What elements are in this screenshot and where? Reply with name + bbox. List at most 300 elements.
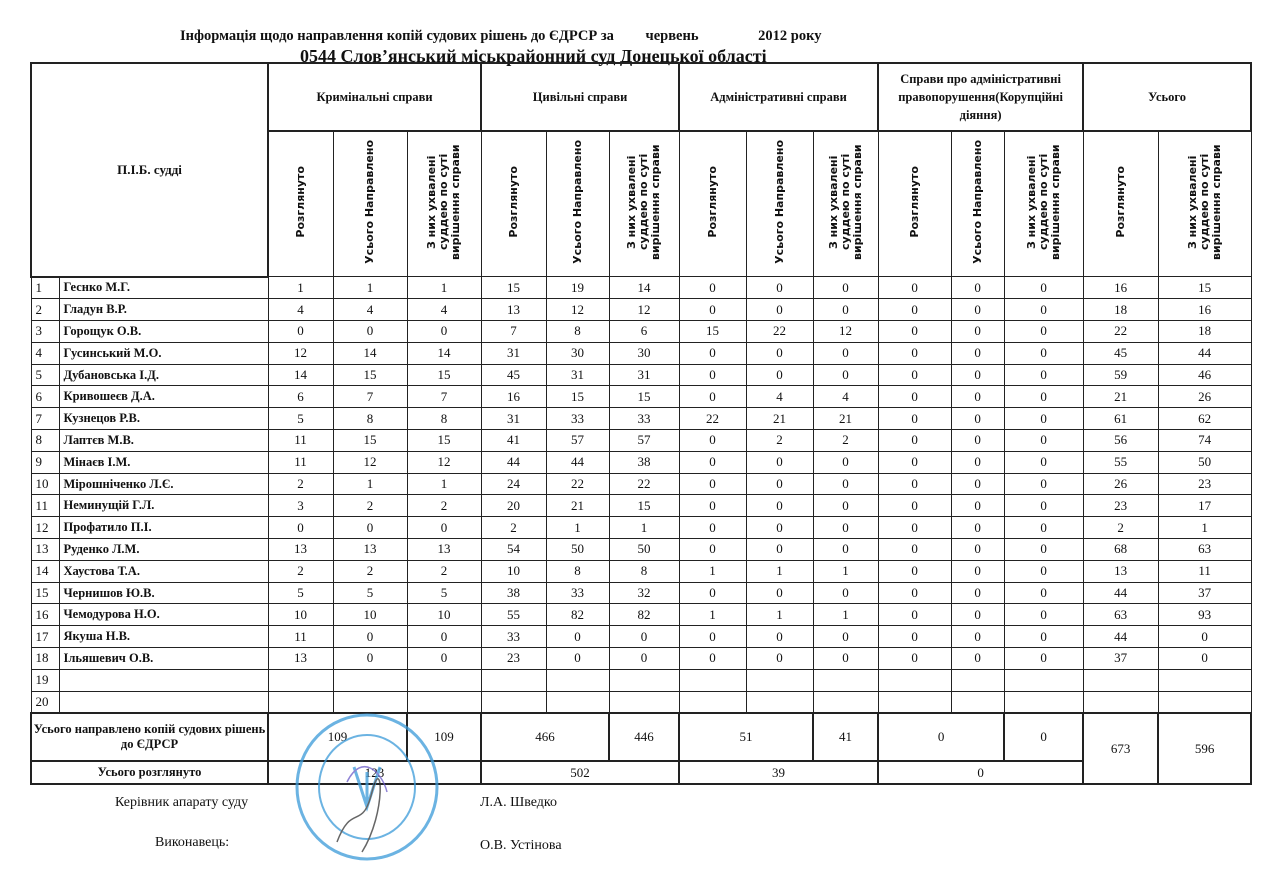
- cell-value: 0: [746, 626, 813, 648]
- cell-value: 0: [679, 451, 746, 473]
- total-sent-value: 109: [407, 713, 481, 761]
- cell-value: 0: [951, 277, 1004, 299]
- cell-value: 0: [679, 430, 746, 452]
- table-row: [31, 669, 1251, 691]
- table-row: [31, 539, 1251, 561]
- group-header: Адміністративні справи: [679, 63, 878, 131]
- group-header: Усього: [1083, 63, 1251, 131]
- cell-value: 0: [407, 626, 481, 648]
- cell-value: 0: [878, 277, 951, 299]
- cell-value: 0: [951, 430, 1004, 452]
- subheader-considered: [878, 131, 951, 277]
- subheader-considered: [679, 131, 746, 277]
- cell-value: 0: [746, 451, 813, 473]
- cell-value: 15: [407, 364, 481, 386]
- cell-value: 2: [268, 560, 333, 582]
- cell-value: 1: [407, 277, 481, 299]
- cell-value: 0: [1004, 364, 1083, 386]
- cell-value: 12: [407, 451, 481, 473]
- cell-value: [481, 669, 546, 691]
- cell-value: 8: [407, 408, 481, 430]
- judge-name: Мінаєв І.М.: [59, 451, 268, 473]
- cell-value: 63: [1083, 604, 1158, 626]
- subheader-label: Усього Направлено: [772, 140, 786, 264]
- cell-value: 2: [268, 473, 333, 495]
- report-year: 2012: [758, 28, 788, 44]
- total-considered-label: Усього розглянуто: [31, 761, 268, 784]
- cell-value: 0: [609, 626, 679, 648]
- row-number: 4: [31, 342, 59, 364]
- cell-value: 0: [1004, 408, 1083, 430]
- head-name: Л.А. Шведко: [480, 795, 557, 810]
- total-sent-value: 0: [878, 713, 1004, 761]
- cell-value: 5: [268, 408, 333, 430]
- cell-value: 2: [1083, 517, 1158, 539]
- group-header: Кримінальні справи: [268, 63, 481, 131]
- cell-value: 0: [1004, 626, 1083, 648]
- cell-value: 0: [813, 539, 878, 561]
- judge-name: Кривошеєв Д.А.: [59, 386, 268, 408]
- cell-value: 7: [407, 386, 481, 408]
- cell-value: 0: [878, 386, 951, 408]
- total-sent-value: 41: [813, 713, 878, 761]
- cell-value: 33: [481, 626, 546, 648]
- cell-value: 0: [407, 648, 481, 670]
- cell-value: 0: [679, 582, 746, 604]
- group-header: Цивільні справи: [481, 63, 679, 131]
- table-row: [31, 582, 1251, 604]
- cell-value: 11: [268, 451, 333, 473]
- cell-value: 50: [609, 539, 679, 561]
- cell-value: 2: [481, 517, 546, 539]
- total-sent-row: [31, 713, 1251, 761]
- table-row: [31, 648, 1251, 670]
- cell-value: 44: [1083, 626, 1158, 648]
- cell-value: 0: [878, 342, 951, 364]
- cell-value: 0: [878, 648, 951, 670]
- cell-value: 0: [878, 430, 951, 452]
- subheader-decided: [813, 131, 878, 277]
- cell-value: 0: [878, 321, 951, 343]
- cell-value: 0: [1004, 430, 1083, 452]
- total-considered-value: 0: [878, 761, 1083, 784]
- cell-value: 8: [609, 560, 679, 582]
- cell-value: 1: [609, 517, 679, 539]
- cell-value: 0: [813, 626, 878, 648]
- cell-value: 62: [1158, 408, 1251, 430]
- cell-value: 61: [1083, 408, 1158, 430]
- cell-value: 21: [813, 408, 878, 430]
- subheader-decided: [1004, 131, 1083, 277]
- cell-value: 0: [813, 582, 878, 604]
- title-prefix: Інформація щодо направлення копій судових рішень до ЄДРСР за: [180, 28, 614, 44]
- row-number: 10: [31, 473, 59, 495]
- cell-value: 0: [878, 451, 951, 473]
- cell-value: 0: [333, 648, 407, 670]
- cell-value: 15: [333, 430, 407, 452]
- subheader-label: Розглянуто: [506, 166, 520, 238]
- cell-value: 0: [951, 473, 1004, 495]
- cell-value: 0: [813, 364, 878, 386]
- cell-value: 0: [878, 539, 951, 561]
- cell-value: 57: [609, 430, 679, 452]
- cell-value: 82: [609, 604, 679, 626]
- cell-value: 12: [546, 299, 609, 321]
- cell-value: 5: [268, 582, 333, 604]
- cell-value: 59: [1083, 364, 1158, 386]
- cell-value: 20: [481, 495, 546, 517]
- cell-value: 0: [1004, 321, 1083, 343]
- cell-value: 8: [546, 321, 609, 343]
- cell-value: 8: [546, 560, 609, 582]
- cell-value: 14: [609, 277, 679, 299]
- cell-value: 0: [746, 277, 813, 299]
- cell-value: 23: [481, 648, 546, 670]
- cell-value: 0: [1004, 604, 1083, 626]
- cell-value: 0: [746, 582, 813, 604]
- cell-value: 0: [609, 648, 679, 670]
- subheader-sent: [333, 131, 407, 277]
- cell-value: 5: [407, 582, 481, 604]
- cell-value: 44: [1158, 342, 1251, 364]
- cell-value: 4: [333, 299, 407, 321]
- cell-value: 4: [407, 299, 481, 321]
- cell-value: 0: [679, 342, 746, 364]
- cell-value: 0: [679, 517, 746, 539]
- cell-value: 2: [333, 560, 407, 582]
- judge-name: Гусинський М.О.: [59, 342, 268, 364]
- cell-value: 0: [1004, 648, 1083, 670]
- subheader-decided: [609, 131, 679, 277]
- cell-value: 26: [1083, 473, 1158, 495]
- total-considered-value: 123: [268, 761, 481, 784]
- cell-value: 1: [679, 560, 746, 582]
- judge-header: П.І.Б. судді: [31, 63, 268, 277]
- cell-value: 0: [951, 342, 1004, 364]
- cell-value: 0: [333, 321, 407, 343]
- cell-value: 31: [481, 408, 546, 430]
- cell-value: 45: [1083, 342, 1158, 364]
- cell-value: [268, 691, 333, 713]
- cell-value: 0: [813, 495, 878, 517]
- cell-value: 30: [546, 342, 609, 364]
- row-number: 19: [31, 669, 59, 691]
- cell-value: 26: [1158, 386, 1251, 408]
- cell-value: 3: [268, 495, 333, 517]
- cell-value: [268, 669, 333, 691]
- cell-value: 0: [813, 473, 878, 495]
- cell-value: 23: [1158, 473, 1251, 495]
- judge-name: Неминущій Г.Л.: [59, 495, 268, 517]
- cell-value: 0: [951, 604, 1004, 626]
- subheader-decided: [407, 131, 481, 277]
- cell-value: 0: [951, 648, 1004, 670]
- subheader-sent: [951, 131, 1004, 277]
- cell-value: 13: [333, 539, 407, 561]
- cell-value: 1: [407, 473, 481, 495]
- cell-value: [407, 691, 481, 713]
- cell-value: 0: [1004, 451, 1083, 473]
- cell-value: [407, 669, 481, 691]
- cell-value: [1083, 669, 1158, 691]
- group-header: Справи про адміністративні правопорушення(Корупційні діяння): [878, 63, 1083, 131]
- cell-value: 0: [1004, 517, 1083, 539]
- cell-value: 0: [679, 364, 746, 386]
- cell-value: 0: [679, 626, 746, 648]
- row-number: 18: [31, 648, 59, 670]
- table-row: [31, 560, 1251, 582]
- table-row: [31, 277, 1251, 299]
- cell-value: 0: [878, 299, 951, 321]
- cell-value: 10: [407, 604, 481, 626]
- subheader-label: Усього Направлено: [970, 140, 984, 264]
- cell-value: 0: [268, 517, 333, 539]
- cell-value: 0: [878, 582, 951, 604]
- cell-value: 0: [951, 626, 1004, 648]
- cell-value: 0: [951, 408, 1004, 430]
- table-row: [31, 364, 1251, 386]
- cell-value: 0: [679, 539, 746, 561]
- cell-value: [481, 691, 546, 713]
- cell-value: 0: [679, 495, 746, 517]
- cell-value: 0: [1004, 386, 1083, 408]
- cell-value: 1: [333, 277, 407, 299]
- row-number: 12: [31, 517, 59, 539]
- cell-value: 46: [1158, 364, 1251, 386]
- cell-value: 13: [481, 299, 546, 321]
- cell-value: 15: [1158, 277, 1251, 299]
- cell-value: 0: [746, 495, 813, 517]
- cell-value: 0: [878, 517, 951, 539]
- row-number: 8: [31, 430, 59, 452]
- cell-value: 18: [1083, 299, 1158, 321]
- cell-value: 0: [878, 560, 951, 582]
- cell-value: 15: [609, 495, 679, 517]
- cell-value: 1: [813, 604, 878, 626]
- subheader-considered: [1083, 131, 1158, 277]
- cell-value: 15: [481, 277, 546, 299]
- cell-value: 0: [546, 648, 609, 670]
- judge-name: Горощук О.В.: [59, 321, 268, 343]
- cell-value: 0: [951, 582, 1004, 604]
- cell-value: 7: [481, 321, 546, 343]
- cell-value: 22: [679, 408, 746, 430]
- cell-value: 0: [1004, 560, 1083, 582]
- row-number: 6: [31, 386, 59, 408]
- total-considered-value: 502: [481, 761, 679, 784]
- table-row: [31, 517, 1251, 539]
- cell-value: 0: [746, 648, 813, 670]
- row-number: 2: [31, 299, 59, 321]
- cell-value: 24: [481, 473, 546, 495]
- table-row: [31, 342, 1251, 364]
- cell-value: 1: [268, 277, 333, 299]
- table-row: [31, 495, 1251, 517]
- cell-value: 0: [878, 626, 951, 648]
- cell-value: 55: [1083, 451, 1158, 473]
- cell-value: 0: [951, 364, 1004, 386]
- cell-value: 31: [481, 342, 546, 364]
- cell-value: 15: [609, 386, 679, 408]
- cell-value: 50: [1158, 451, 1251, 473]
- cell-value: 0: [951, 299, 1004, 321]
- cell-value: [679, 669, 746, 691]
- cell-value: 13: [268, 539, 333, 561]
- cell-value: 93: [1158, 604, 1251, 626]
- total-considered-value: 39: [679, 761, 878, 784]
- subheader-considered: [481, 131, 546, 277]
- cell-value: 0: [878, 604, 951, 626]
- report-month: червень: [645, 28, 699, 44]
- cell-value: 14: [407, 342, 481, 364]
- cell-value: 1: [679, 604, 746, 626]
- cell-value: [1004, 669, 1083, 691]
- cell-value: [878, 691, 951, 713]
- cell-value: 0: [746, 517, 813, 539]
- cell-value: 17: [1158, 495, 1251, 517]
- judge-name: Кузнецов Р.В.: [59, 408, 268, 430]
- cell-value: 2: [333, 495, 407, 517]
- cell-value: 0: [1004, 342, 1083, 364]
- subheader-sent: [746, 131, 813, 277]
- cell-value: [546, 691, 609, 713]
- cell-value: 12: [268, 342, 333, 364]
- subheader-label: З них ухвалені суддею по суті вирішення справи: [625, 144, 663, 260]
- report-table: [30, 62, 1252, 785]
- cell-value: 41: [481, 430, 546, 452]
- cell-value: 0: [878, 408, 951, 430]
- cell-value: [546, 669, 609, 691]
- cell-value: 12: [813, 321, 878, 343]
- cell-value: 0: [1004, 495, 1083, 517]
- cell-value: 0: [679, 648, 746, 670]
- cell-value: 33: [546, 408, 609, 430]
- cell-value: 38: [481, 582, 546, 604]
- subheader-label: З них ухвалені суддею по суті вирішення справи: [1185, 144, 1223, 260]
- judge-name: Мірошніченко Л.Є.: [59, 473, 268, 495]
- judge-name: Якуша Н.В.: [59, 626, 268, 648]
- table-row: [31, 299, 1251, 321]
- cell-value: 1: [746, 604, 813, 626]
- cell-value: 22: [746, 321, 813, 343]
- total-sent-value: 446: [609, 713, 679, 761]
- cell-value: 11: [268, 626, 333, 648]
- court-stamp-icon: [292, 712, 442, 862]
- cell-value: 15: [407, 430, 481, 452]
- cell-value: 0: [1004, 299, 1083, 321]
- row-number: 14: [31, 560, 59, 582]
- cell-value: 0: [878, 473, 951, 495]
- cell-value: 7: [333, 386, 407, 408]
- table-row: [31, 626, 1251, 648]
- row-number: 20: [31, 691, 59, 713]
- row-number: 17: [31, 626, 59, 648]
- row-number: 13: [31, 539, 59, 561]
- table-row: [31, 386, 1251, 408]
- table-row: [31, 691, 1251, 713]
- cell-value: 0: [746, 299, 813, 321]
- row-number: 15: [31, 582, 59, 604]
- cell-value: [813, 691, 878, 713]
- cell-value: [951, 691, 1004, 713]
- court-name: 0544 Слов’янський міськрайонний суд Донецької області: [300, 46, 767, 66]
- total-sent-value: 466: [481, 713, 609, 761]
- cell-value: 22: [546, 473, 609, 495]
- table-row: [31, 408, 1251, 430]
- cell-value: 0: [878, 495, 951, 517]
- cell-value: 68: [1083, 539, 1158, 561]
- cell-value: 4: [268, 299, 333, 321]
- total-sent-value: 51: [679, 713, 813, 761]
- judge-name: Руденко Л.М.: [59, 539, 268, 561]
- cell-value: 82: [546, 604, 609, 626]
- cell-value: 30: [609, 342, 679, 364]
- grand-total-decided: 596: [1158, 713, 1251, 784]
- subheader-label: Усього Направлено: [570, 140, 584, 264]
- executor-name: О.В. Устінова: [480, 838, 562, 853]
- total-sent-value: 109: [268, 713, 407, 761]
- cell-value: 19: [546, 277, 609, 299]
- cell-value: 0: [1004, 582, 1083, 604]
- cell-value: 0: [746, 473, 813, 495]
- cell-value: 13: [1083, 560, 1158, 582]
- cell-value: 1: [746, 560, 813, 582]
- cell-value: [746, 669, 813, 691]
- cell-value: 18: [1158, 321, 1251, 343]
- cell-value: [878, 669, 951, 691]
- cell-value: 12: [609, 299, 679, 321]
- cell-value: 6: [268, 386, 333, 408]
- cell-value: 0: [679, 473, 746, 495]
- cell-value: 15: [679, 321, 746, 343]
- table-row: [31, 473, 1251, 495]
- cell-value: 0: [813, 648, 878, 670]
- cell-value: 14: [333, 342, 407, 364]
- cell-value: 16: [481, 386, 546, 408]
- cell-value: 50: [546, 539, 609, 561]
- year-suffix: року: [790, 28, 822, 44]
- subheader-label: Усього Направлено: [363, 140, 376, 264]
- cell-value: 16: [1083, 277, 1158, 299]
- subheader-considered: [268, 131, 333, 277]
- cell-value: 14: [268, 364, 333, 386]
- cell-value: 15: [546, 386, 609, 408]
- subheader-sent: [546, 131, 609, 277]
- cell-value: [609, 691, 679, 713]
- cell-value: 10: [481, 560, 546, 582]
- cell-value: 22: [609, 473, 679, 495]
- cell-value: 10: [268, 604, 333, 626]
- judge-name: Профатило П.І.: [59, 517, 268, 539]
- cell-value: 6: [609, 321, 679, 343]
- cell-value: [813, 669, 878, 691]
- judge-name: [59, 691, 268, 713]
- total-sent-value: 0: [1004, 713, 1083, 761]
- cell-value: 0: [407, 321, 481, 343]
- cell-value: 0: [679, 299, 746, 321]
- row-number: 9: [31, 451, 59, 473]
- subheader-label: Розглянуто: [907, 166, 921, 238]
- cell-value: 12: [333, 451, 407, 473]
- cell-value: 5: [333, 582, 407, 604]
- cell-value: 2: [746, 430, 813, 452]
- subheader-label: З них ухвалені суддею по суті вирішення справи: [1024, 144, 1062, 260]
- cell-value: 37: [1083, 648, 1158, 670]
- cell-value: 4: [746, 386, 813, 408]
- judge-name: [59, 669, 268, 691]
- cell-value: 1: [546, 517, 609, 539]
- judge-name: Чемодурова Н.О.: [59, 604, 268, 626]
